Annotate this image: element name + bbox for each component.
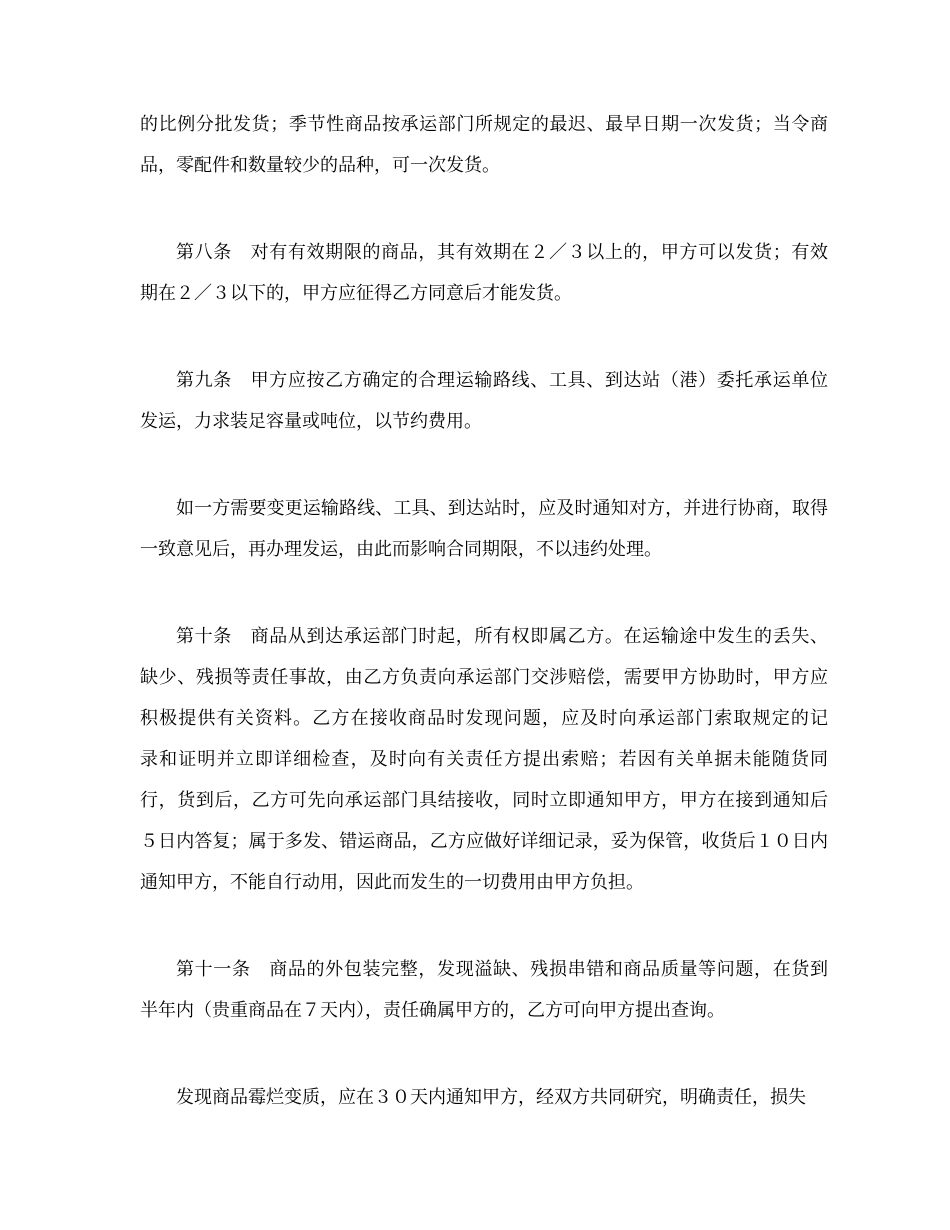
text-line: 品，零配件和数量较少的品种，可一次发货。 bbox=[140, 155, 500, 175]
text-line: 积极提供有关资料。乙方在接收商品时发现问题，应及时向承运部门索取规定的记 bbox=[140, 708, 828, 728]
text-line: 录和证明并立即详细检查，及时向有关责任方提出索赔；若因有关单据未能随货同 bbox=[140, 749, 828, 769]
paragraph-article-9-supplement bbox=[140, 488, 828, 570]
text-line: 发运，力求装足容量或吨位，以节约费用。 bbox=[140, 411, 482, 431]
text-line: 行，货到后，乙方可先向承运部门具结接收，同时立即通知甲方，甲方在接到通知后 bbox=[140, 790, 828, 810]
text-line: 第十条 商品从到达承运部门时起，所有权即属乙方。在运输途中发生的丢失、 bbox=[176, 626, 828, 646]
paragraph-article-11 bbox=[140, 949, 828, 1031]
paragraph-article-9 bbox=[140, 360, 828, 442]
paragraph-continuation bbox=[140, 104, 828, 186]
text-line: 第十一条 商品的外包装完整，发现溢缺、残损串错和商品质量等问题，在货到 bbox=[176, 959, 828, 979]
text-line: 发现商品霉烂变质，应在３０天内通知甲方，经双方共同研究，明确责任，损失 bbox=[176, 1087, 806, 1107]
paragraph-article-10 bbox=[140, 616, 828, 903]
paragraph-article-11-supplement bbox=[140, 1077, 828, 1118]
text-line: 半年内（贵重商品在７天内），责任确属甲方的，乙方可向甲方提出查询。 bbox=[140, 1000, 725, 1020]
text-line: 一致意见后，再办理发运，由此而影响合同期限，不以违约处理。 bbox=[140, 539, 662, 559]
text-line: 第八条 对有有效期限的商品，其有效期在２／３以上的，甲方可以发货；有效 bbox=[176, 242, 828, 262]
text-line: 通知甲方，不能自行动用，因此而发生的一切费用由甲方负担。 bbox=[140, 872, 644, 892]
text-line: 如一方需要变更运输路线、工具、到达站时，应及时通知对方，并进行协商，取得 bbox=[176, 498, 828, 518]
text-line: 第九条 甲方应按乙方确定的合理运输路线、工具、到达站（港）委托承运单位 bbox=[176, 370, 828, 390]
text-line: 期在２／３以下的，甲方应征得乙方同意后才能发货。 bbox=[140, 283, 572, 303]
text-line: 缺少、残损等责任事故，由乙方负责向承运部门交涉赔偿，需要甲方协助时，甲方应 bbox=[140, 667, 828, 687]
paragraph-article-8 bbox=[140, 232, 828, 314]
document-content bbox=[140, 104, 828, 1118]
text-line: 的比例分批发货；季节性商品按承运部门所规定的最迟、最早日期一次发货；当令商 bbox=[140, 114, 828, 134]
text-line: ５日内答复；属于多发、错运商品，乙方应做好详细记录，妥为保管，收货后１０日内 bbox=[140, 831, 828, 851]
